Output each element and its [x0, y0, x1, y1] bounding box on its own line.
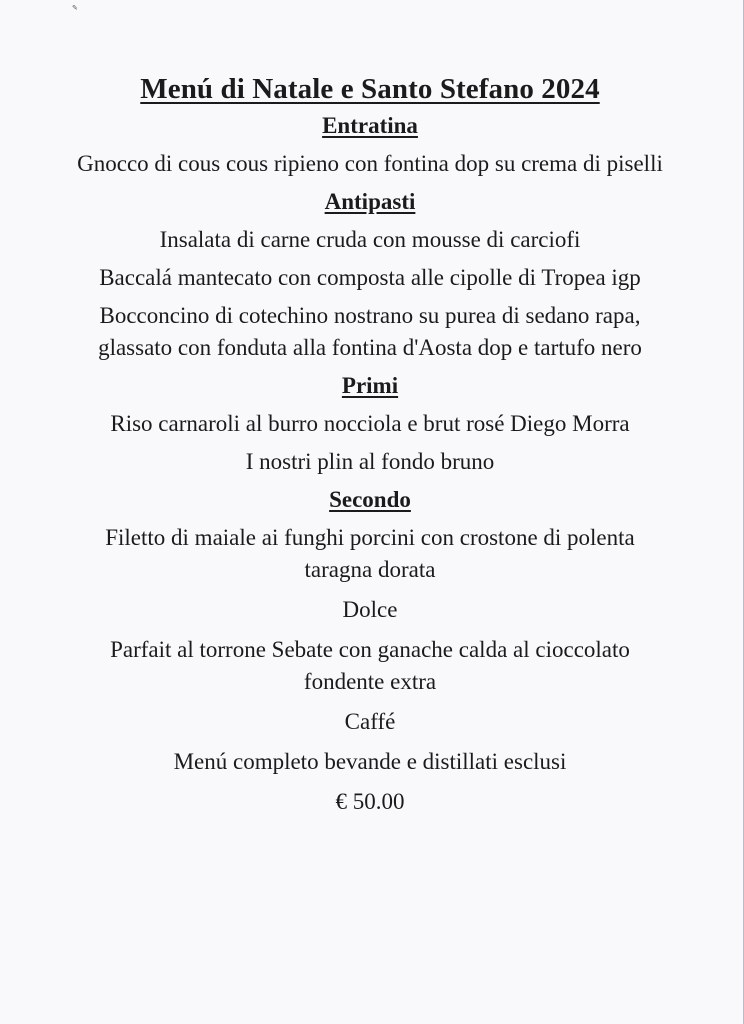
- section-heading-primi: Primi: [341, 373, 399, 398]
- scan-artifact-mark: ✎: [72, 4, 78, 12]
- section-heading-antipasti: Antipasti: [324, 189, 416, 214]
- dish-riso: Riso carnaroli al burro nocciola e brut rosé Diego Morra: [110, 411, 630, 436]
- menu-price: € 50.00: [335, 789, 405, 814]
- dish-filetto: Filetto di maiale ai funghi porcini con crostone di polenta taragna dorata: [105, 525, 635, 582]
- section-heading-secondo: Secondo: [329, 487, 411, 512]
- caffe-label: Caffé: [344, 709, 396, 734]
- menu-content: [0, 68, 740, 818]
- menu-note: Menú completo bevande e distillati esclusi: [173, 749, 567, 774]
- section-heading-entratina: Entratina: [322, 113, 418, 138]
- dish-bocconcino: Bocconcino di cotechino nostrano su purea di sedano rapa, glassato con fonduta alla fontina d'Aosta dop e tartufo nero: [98, 303, 642, 360]
- dolce-label: Dolce: [342, 597, 398, 622]
- dish-gnocco: Gnocco di cous cous ripieno con fontina dop su crema di piselli: [77, 151, 663, 176]
- dish-insalata: Insalata di carne cruda con mousse di carciofi: [159, 227, 581, 252]
- dish-parfait: Parfait al torrone Sebate con ganache calda al cioccolato fondente extra: [110, 637, 630, 694]
- dish-baccala: Baccalá mantecato con composta alle cipolle di Tropea igp: [99, 265, 641, 290]
- dish-plin: I nostri plin al fondo bruno: [245, 449, 495, 474]
- menu-title: Menú di Natale e Santo Stefano 2024: [140, 73, 600, 105]
